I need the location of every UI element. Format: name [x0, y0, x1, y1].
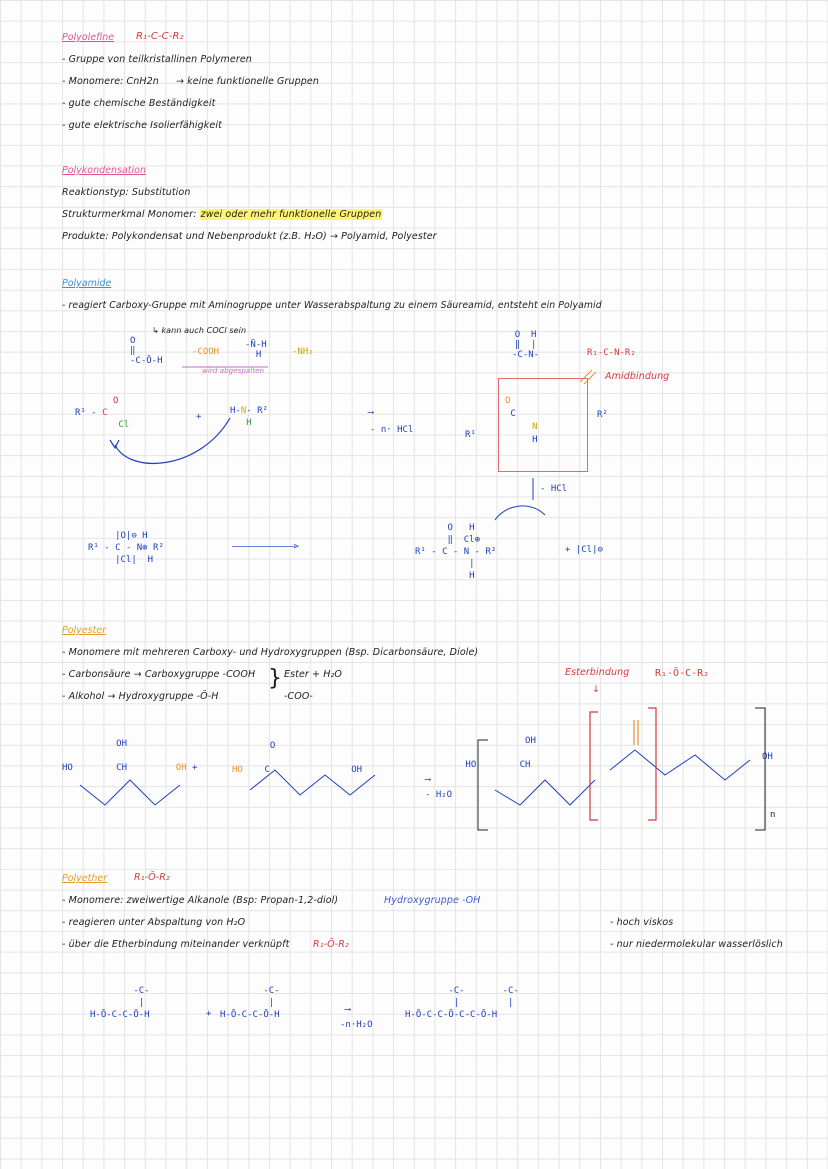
amino-structure: -N̄-H H [245, 340, 267, 360]
minus-h2o-polyester: - H₂O [425, 790, 453, 800]
polyester-n: n [770, 810, 776, 820]
amidbindung-arrow [580, 370, 596, 384]
polyether-line-1: - Monomere: zweiwertige Alkanole (Bsp: Propan-1,2-diol) [62, 895, 339, 906]
ester-h2o: Ester + H₂O [284, 669, 342, 680]
ester-box-left [590, 712, 598, 820]
diol-structure: OH HO CH OH + [62, 739, 198, 773]
bracket-right [755, 708, 765, 830]
plus-sign-1: + [196, 412, 202, 422]
polyamide-line: - reagiert Carboxy-Gruppe mit Aminogruppe unter Wasserabspaltung zu einem Säureamid, entsteht ein Polyamid [62, 300, 602, 311]
arrow-polyester: ⟶ [425, 775, 431, 785]
esterbindung-arrow: ↓ [592, 684, 601, 695]
reaction-arrow-1: ⟶ [368, 408, 374, 418]
diacid-structure: O HO C OH [232, 741, 363, 775]
polyether-product: -C- -C- | | H-Ō-C-C-Ō-C-C-Ō-H [405, 986, 519, 1020]
polyolefine-line-5: - gute elektrische Isolierfähigkeit [62, 120, 222, 131]
amide-formula: R₁-C-N-R₂ [587, 348, 636, 358]
polyether-line-3: - über die Etherbindung miteinander verknüpft [62, 939, 290, 950]
reaction-arrow-2: ——————————————————> [232, 542, 297, 552]
polykondensation-title: Polykondensation [62, 165, 147, 176]
wird-abgespalten: wird abgespalten [202, 367, 265, 375]
polyether-formula: R₁-Ō-R₂ [134, 872, 170, 883]
esterbindung-label: Esterbindung [565, 667, 630, 678]
amide-product-r1: R¹ [465, 430, 476, 440]
mechanism-arrow-1 [115, 418, 230, 463]
kann-auch-cocl: ↳ kann auch COCl sein [152, 326, 247, 335]
acyl-chloride-structure: O R¹ - C Cl [75, 396, 130, 430]
tetrahedral-intermediate: |O|⊖ H R¹ - C - N⊕ R² |Cl| H [88, 531, 164, 565]
amine-structure: H-N- R² H [230, 406, 268, 428]
amidbindung-label: Amidbindung [605, 371, 670, 382]
polyester-line-3: - Alkohol → Hydroxygruppe -Ō-H [62, 691, 219, 702]
amide-product-r2: R² [597, 410, 608, 420]
coo-label: -COO- [284, 691, 313, 702]
nh2-label: -NH₂ [292, 347, 314, 357]
polyolefine-line-1: - Gruppe von teilkristallinen Polymeren [62, 54, 252, 65]
cooh-label: -COOH [192, 347, 220, 357]
brace: } [268, 666, 283, 691]
polyolefine-line-3: → keine funktionelle Gruppen [176, 76, 319, 87]
product-zigzag-1 [495, 780, 595, 805]
polyolefine-title: Polyolefine [62, 32, 115, 43]
bracket-left [478, 740, 488, 830]
propanediol-2: -C- | H-Ō-C-C-Ō-H [220, 986, 280, 1020]
propanediol-1: -C- | H-Ō-C-C-Ō-H [90, 986, 150, 1020]
reaktionstyp: Reaktionstyp: Substitution [62, 187, 191, 198]
plus-chloride: + |Cl|⊖ [565, 545, 603, 555]
arrow-ether: ⟶ [345, 1005, 351, 1015]
polyamide-title: Polyamide [62, 278, 112, 289]
polyether-line-2: - reagieren unter Abspaltung von H₂O [62, 917, 246, 928]
mechanism-arrow-2 [495, 506, 545, 520]
polyester-oh-end: OH [762, 752, 773, 762]
diol-zigzag [80, 780, 180, 805]
mechanism-arrowhead-1 [110, 440, 119, 448]
polyester-line-1: - Monomere mit mehreren Carboxy- und Hydroxygruppen (Bsp. Dicarbonsäure, Diole) [62, 647, 479, 658]
product-zigzag-2 [610, 750, 750, 780]
hydroxygruppe: Hydroxygruppe -OH [384, 895, 481, 906]
polyolefine-formula: R₁-C-C-R₂ [136, 31, 184, 42]
minus-nhcl: - n· HCl [370, 425, 414, 435]
polyolefine-line-2: - Monomere: CnH2n [62, 76, 159, 87]
polyether-side-2: - nur niedermolekular wasserlöslich [610, 939, 783, 950]
diacid-zigzag [250, 770, 375, 795]
polyolefine-line-4: - gute chemische Beständigkeit [62, 98, 216, 109]
minus-h2o-ether: -n·H₂O [340, 1020, 373, 1030]
strukturmerkmal-prefix: Strukturmerkmal Monomer: [62, 209, 197, 220]
minus-hcl-step: - HCl [540, 484, 568, 494]
strukturmerkmal-highlight: zwei oder mehr funktionelle Gruppen [200, 209, 382, 220]
polyether-side-1: - hoch viskos [610, 917, 674, 928]
ester-formula: R₁-Ō-C-R₂ [655, 668, 710, 679]
amide-product-inner: O C N H [505, 396, 538, 445]
plus-sign-ether: + [206, 1009, 212, 1019]
ether-formula: R₁-Ō-R₂ [313, 939, 349, 950]
amide-small-structure: O H ‖ | -C-N- [512, 330, 540, 360]
produkte: Produkte: Polykondensat und Nebenprodukt (z.B. H₂O) → Polyamid, Polyester [62, 231, 437, 242]
carboxy-group-structure: O ‖ -C-Ō-H [130, 336, 163, 366]
cationic-intermediate: O H ‖ Cl⊕ R¹ - C - N - R² | H [415, 523, 497, 581]
polyester-title: Polyester [62, 625, 107, 636]
polyester-line-2: - Carbonsäure → Carboxygruppe -COOH [62, 669, 256, 680]
polyester-product: OH HO CH [460, 736, 536, 770]
polyether-title: Polyether [62, 873, 108, 884]
